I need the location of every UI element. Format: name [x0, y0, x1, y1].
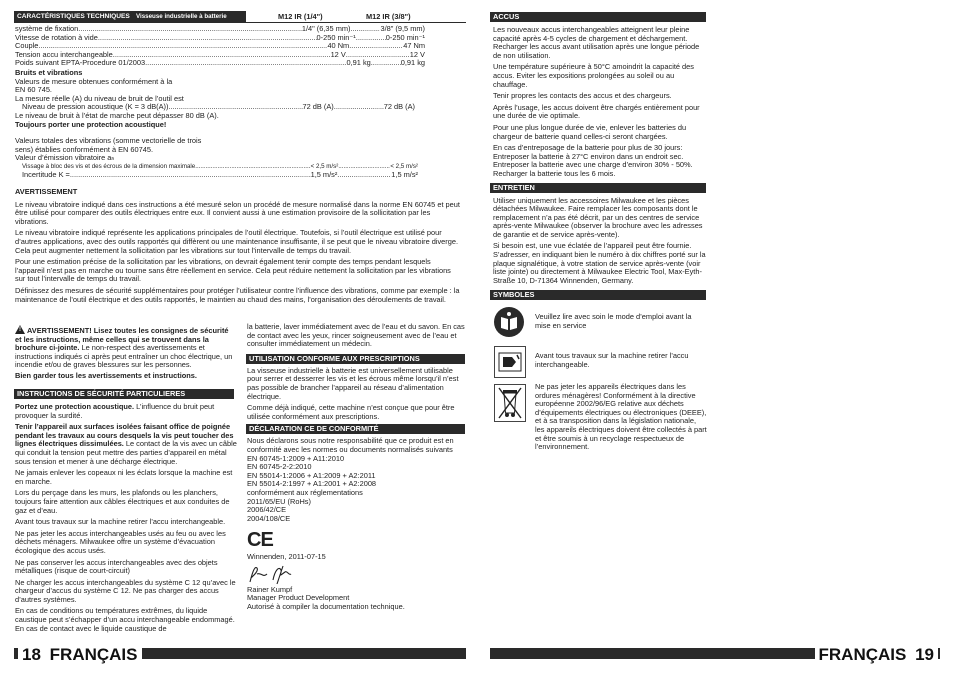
- signer-role: Manager Product Development: [247, 593, 350, 603]
- left-footer: [18, 645, 142, 665]
- tech-header-col2: M12 IR (3/8"): [366, 12, 411, 21]
- standard-line: conformément aux réglementations: [247, 487, 363, 497]
- left-page-number: 18: [22, 645, 41, 664]
- entretien-heading-bar: [490, 183, 706, 193]
- security-heading: INSTRUCTIONS DE SÉCURITÉ PARTICULIERES: [17, 389, 186, 398]
- right-column: ACCUS Les nouveaux accus interchangeables atteignent leur pleine capacité après 4-5 cycles de chargement et déchargement. Recharger les accus avant utilisation après une longue période de non utilisation. Une température supérieure à 50°C amoindrit la capacité des accus. Eviter les expositions prolongées au soleil ou au chauffage. Tenir propres les contacts des accus et des chargeurs. Après l’usage, les accus doivent être chargés entièrement pour une durée de vie optimale. Pour une plus longue durée de vie, enlever les batteries du chargeur de batterie quand celles-ci seront chargées. En cas d’entreposage de la batterie pour plus de 30 jours: Entreposer la batterie à 27°C environ dans un endroit sec. Entreposer la batterie avec une charge d’environ 30% - 50%. Recharger la batterie tous les 6 mois. ENTRETIEN Utiliser uniquement les accessoires Milwaukee et les pièces détachées Milwaukee. Faire remplacer les composants dont le remplacement n’a pas été décrit, par un des centres de service après-vente Milwaukee (observer la brochure avec les adresses de garantie et de service après-vente). Si besoin est, une vue éclatée de l’appareil peut être fournie. S’adresser, en indiquant bien le numéro à dix chiffres porté sur la plaque signalétique, à votre station de service après-vente (voir liste jointe) ou directement à Milwaukee Electric Tool, Max-Eyth-Straße 10, D-71364 Winnenden, Germany. SYMBOLES: [490, 12, 706, 300]
- usage-heading: UTILISATION CONFORME AUX PRESCRIPTIONS: [249, 353, 420, 363]
- spec-row: Couple ..... 40 Nm ..... 47 Nm: [15, 42, 425, 51]
- standard-line: 2006/42/CE: [247, 505, 287, 515]
- right-language: FRANÇAIS: [818, 645, 907, 664]
- entretien-heading: ENTRETIEN: [493, 182, 535, 192]
- tech-header-subtitle: Visseuse industrielle à batterie: [136, 13, 227, 20]
- accus-heading: ACCUS: [493, 12, 520, 21]
- noise-section: Bruits et vibrations Valeurs de mesure obtenues conformément à la EN 60 745. La mesure réelle (A) du niveau de bruit de l’outil est Niveau de pression acoustique (K = 3 dB(A)) ..... 72 dB (A) ..... 72 dB (A) Le niveau de bruit à l’état de marche peut dépasser 80 dB (A). Toujours porter une protection acoustique!: [15, 69, 415, 129]
- symbol-desc-1: Veuillez lire avec soin le mode d’emploi avant la mise en service: [535, 312, 692, 330]
- authorization-note: Autorisé à compiler la documentation technique.: [247, 602, 405, 612]
- place-date: Winnenden, 2011-07-15: [247, 552, 326, 562]
- symboles-heading-bar: [490, 290, 706, 300]
- tech-header-title: CARACTÉRISTIQUES TECHNIQUES: [17, 13, 130, 20]
- standard-line: 2011/65/EU (RoHs): [247, 496, 311, 506]
- remove-battery-icon: [494, 346, 526, 378]
- tech-header-col1: M12 IR (1/4"): [278, 12, 323, 21]
- symbol-desc-2: Avant tous travaux sur la machine retirer l’accu interchangeable.: [535, 351, 689, 369]
- signer-name: Rainer Kumpf: [247, 584, 293, 594]
- tech-header-rule: [14, 22, 466, 23]
- declaration-heading-bar: [246, 424, 465, 434]
- symboles-heading: SYMBOLES: [493, 290, 535, 300]
- warning-icon: !: [15, 325, 25, 334]
- standard-line: EN 60745-2-2:2010: [247, 462, 312, 472]
- left-language: FRANÇAIS: [49, 645, 138, 664]
- right-footer: [815, 645, 939, 665]
- security-heading-bar: [14, 389, 234, 399]
- spec-row: Vitesse de rotation à vide ..... 0-250 min⁻¹ ..... 0-250 min⁻¹: [15, 34, 425, 43]
- read-manual-icon: [493, 306, 523, 336]
- spec-row: Poids suivant EPTA-Procedure 01/2003 ..... 0,91 kg ..... 0,91 kg: [15, 59, 425, 68]
- tech-header: [14, 11, 466, 22]
- spec-row: Tension accu interchangeable ..... 12 V ..... 12 V: [15, 51, 425, 60]
- accus-heading-bar: [490, 12, 706, 22]
- mid-column: la batterie, laver immédiatement avec de l’eau et du savon. En cas de contact avec les yeux, rincer soigneusement avec de l’eau et consulter immédiatement un médecin. UTILISATION CONFORME AUX PRESCRIPTIONS La visseuse industrielle à batterie est universellement utilisable pour serrer et desserrer les vis et les écrous même lorsqu’il n’est pas possible de brancher l’appareil au réseau d’alimentation électrique. Comme déjà indiqué, cette machine n’est conçue que pour être utilisée conformément aux prescriptions. DÉCLARATION CE DE CONFORMITÉ Nous déclarons sous notre responsabilité que ce produit est en conformité avec les normes ou documents normalisés suivants EN 60745-1:2009 + A11:2010 EN 60745-2-2:2010 EN 55014-1:2006 + A1:2009 + A2:2011 EN 55014-2:1997 + A1:2001 + A2:2008 conformément aux réglementations 2011/65/EU (RoHs) 2006/42/CE 2004/108/CE CE Winnenden, 2011-07-15 Rainer Kumpf Manager Product Development Autorisé à compiler la documentation technique.: [247, 322, 465, 612]
- avert-heading: AVERTISSEMENT: [15, 187, 78, 196]
- standard-line: EN 55014-1:2006 + A1:2009 + A2:2011: [247, 470, 376, 480]
- avertissement-section: AVERTISSEMENT Le niveau vibratoire indiqué dans ces instructions a été mesuré selon un procédé de mesure normalisé dans la norme EN 60745 et peut être utilisé pour comparer des outils électriques entre eux. Il convient aussi à une estimation provisoire de la sollicitation par les vibrations. Le niveau vibratoire indiqué représente les applications principales de l’outil électrique. Toutefois, si l’outil électrique est utilisé pour d’autres applications, avec des outils rapportés qui diffèrent ou une maintenance insuffisante, il se peut que le niveau vibratoire diverge. Cela peut augmenter nettement la sollicitation par les vibrations sur tout l’intervalle de temps du travail. Pour une estimation précise de la sollicitation par les vibrations, on devrait également tenir compte des temps pendant lesquels l’appareil n’est pas en marche ou tourne sans être réellement en service. Cela peut réduire nettement la sollicitation par les vibrations sur tout l’intervalle de temps du travail. Définissez des mesures de sécurité supplémentaires pour protéger l’utilisateur contre l’influence des vibrations, comme par exemple : la maintenance de l’outil électrique et des outils rapportés, le maintien au chaud des mains, l’organisation des déroulements de travail.: [15, 187, 460, 304]
- spec-table: [15, 25, 425, 68]
- standard-line: EN 60745-1:2009 + A11:2010: [247, 453, 345, 463]
- standard-line: 2004/108/CE: [247, 513, 291, 523]
- weee-bin-icon: [494, 384, 526, 422]
- vibration-section: Valeurs totales des vibrations (somme vectorielle de trois sens) établies conformément à EN 60745. Valeur d’émission vibratoire aₕ Vissage à bloc des vis et des écrous de la dimension maximale ..... < 2,5 m/s² ..... < 2,5 m/s² Incertitude K = ..... 1,5 m/s² ..... 1,5 m/s²: [15, 137, 418, 180]
- spec-row: système de fixation ..... 1/4" (6,35 mm) ..... 3/8" (9,5 mm): [15, 25, 425, 34]
- declaration-heading: DÉCLARATION CE DE CONFORMITÉ: [249, 424, 379, 434]
- noise-heading: Bruits et vibrations: [15, 68, 83, 77]
- standard-line: EN 55014-2:1997 + A1:2001 + A2:2008: [247, 479, 377, 489]
- usage-heading-bar: [246, 354, 465, 364]
- symbol-desc-3: Ne pas jeter les appareils électriques dans les ordures ménagères! Conformément à la directive européenne 2002/96/EG relative aux déchets d’équipements électriques ou électroniques (DEEE), et à sa transposition dans la législation nationale, les appareils électriques doivent être collectés à part et être soumis à un recyclage respectueux de l’environnement.: [535, 382, 707, 452]
- security-section: Portez une protection acoustique. L’influence du bruit peut provoquer la surdité. Tenir l’appareil aux surfaces isolées faisant office de poignée pendant les travaux au cours desquels la vis peut toucher des lignes électriques dissimulées. Le contact de la vis avec un câble qui conduit la tension peut mettre des parties d’appareil en métal sous tension et mener à une décharge électrique. Ne jamais enlever les copeaux ni les éclats lorsque la machine est en marche. Lors du perçage dans les murs, les plafonds ou les planchers, toujours faire attention aux câbles électriques et aux conduites de gaz et d’eau. Avant tous travaux sur la machine retirer l’accu interchangeable. Ne pas jeter les accus interchangeables usés au feu ou avec les déchets ménagers. Milwaukee offre un système d’évacuation écologique des accus usés. Ne pas conserver les accus interchangeables avec des objets métalliques (risque de court-circuit) Ne charger les accus interchangeables du système C 12 qu’avec le chargeur d’accus du système C 12. Ne pas charger des accus d’autres systèmes. En cas de conditions ou températures extrêmes, du liquide caustique peut s’échapper d’un accu interchangeable endommagé. En cas de contact avec le liquide caustique de: [15, 402, 237, 633]
- signature-icon: [247, 564, 337, 586]
- right-page-number: 19: [915, 645, 934, 664]
- ce-mark-icon: CE: [247, 529, 273, 552]
- warning-block: ! AVERTISSEMENT! Lisez toutes les consignes de sécurité et les instructions, même celles qui se trouvent dans la brochure ci-jointe. Le non-respect des avertissements et instructions indiqués ci après peut entraîner un choc électrique, un incendie et/ou de graves blessures sur les personnes. Bien garder tous les avertissements et instructions.: [15, 326, 233, 380]
